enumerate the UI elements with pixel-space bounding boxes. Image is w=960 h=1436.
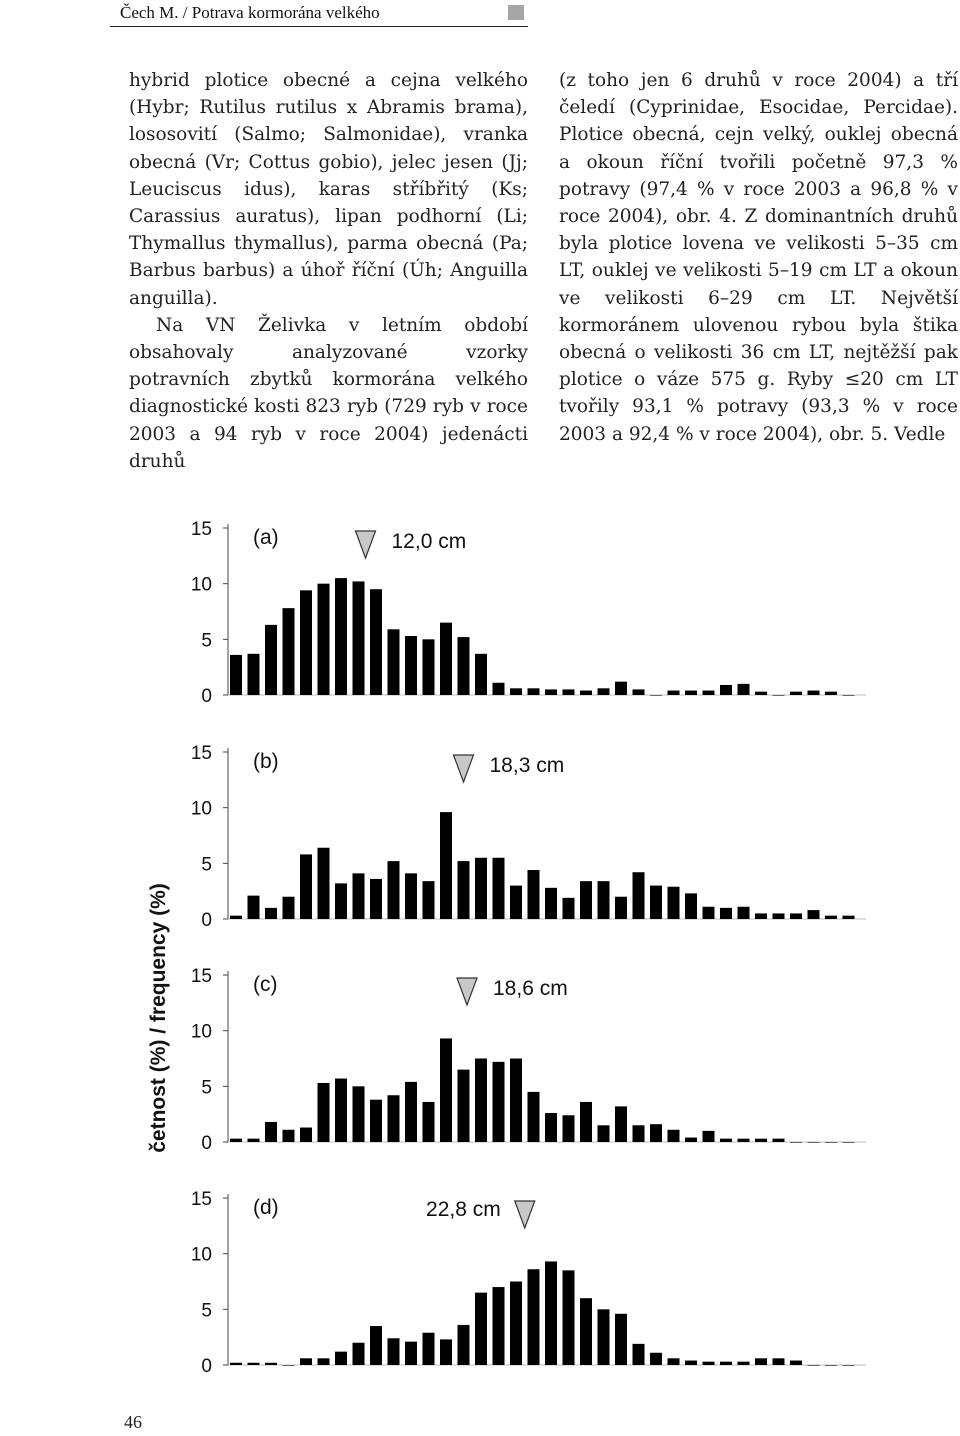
y-tick-label: 10 bbox=[190, 798, 212, 820]
histogram-bar bbox=[808, 1142, 820, 1143]
y-tick-label: 5 bbox=[201, 630, 212, 652]
panel-label: (b) bbox=[253, 750, 279, 773]
mean-length-marker bbox=[454, 755, 474, 782]
histogram-bar bbox=[283, 608, 295, 695]
y-tick-label: 5 bbox=[201, 1077, 212, 1099]
histogram-bar bbox=[318, 584, 330, 695]
histogram-bar bbox=[440, 812, 452, 919]
histogram-bar bbox=[790, 913, 802, 919]
mean-length-label: 18,3 cm bbox=[489, 754, 565, 777]
mean-length-label: 18,6 cm bbox=[493, 977, 568, 1000]
histogram-bar bbox=[668, 1358, 680, 1365]
frequency-histogram-chart bbox=[140, 508, 960, 1380]
histogram-bar bbox=[230, 1139, 242, 1142]
histogram-bar bbox=[528, 1092, 540, 1142]
histogram-bar bbox=[370, 879, 382, 919]
histogram-bar bbox=[545, 689, 557, 695]
histogram-bar bbox=[510, 1059, 522, 1143]
histogram-bar bbox=[440, 1339, 452, 1365]
histogram-bar bbox=[230, 655, 242, 695]
histogram-bar bbox=[423, 639, 435, 695]
histogram-bar bbox=[545, 888, 557, 919]
histogram-bar bbox=[423, 1333, 435, 1365]
histogram-bar bbox=[825, 1142, 837, 1143]
histogram-bar bbox=[738, 1139, 750, 1142]
histogram-bar bbox=[563, 898, 575, 919]
y-tick-label: 15 bbox=[190, 1189, 212, 1210]
histogram-bar bbox=[405, 1342, 417, 1365]
panel-label: (a) bbox=[253, 526, 279, 549]
body-paragraph: Na VN Želivka v letním období obsahovaly analyzované vzorky potravních zbytků kormorána velkého diagnostické kosti 823 ryb (729 ryb v roce 2003 a 94 ryb v roce 2004) jedenácti druhů bbox=[129, 314, 528, 472]
histogram-bar bbox=[493, 1287, 505, 1365]
histogram-bar bbox=[528, 688, 540, 695]
histogram-bar bbox=[598, 1309, 610, 1365]
histogram-bar bbox=[580, 881, 592, 919]
histogram-bar bbox=[615, 1106, 627, 1142]
histogram-bar bbox=[230, 916, 242, 919]
histogram-bar bbox=[283, 897, 295, 919]
body-text-right-column bbox=[559, 67, 958, 448]
histogram-bar bbox=[510, 886, 522, 919]
histogram-bar bbox=[720, 685, 732, 695]
histogram-bar bbox=[475, 858, 487, 919]
histogram-bar bbox=[230, 1363, 242, 1365]
histogram-bar bbox=[493, 1062, 505, 1142]
histogram-bar bbox=[790, 1142, 802, 1143]
histogram-bar bbox=[720, 1362, 732, 1365]
histogram-bar bbox=[755, 692, 767, 695]
histogram-bar bbox=[633, 689, 645, 695]
histogram-bar bbox=[388, 861, 400, 919]
histogram-bar bbox=[808, 691, 820, 695]
histogram-bar bbox=[843, 695, 855, 696]
y-tick-label: 15 bbox=[190, 519, 212, 540]
running-head-text: Čech M. / Potrava kormorána velkého bbox=[120, 3, 380, 22]
y-tick-label: 0 bbox=[201, 910, 212, 931]
histogram-bar bbox=[720, 1139, 732, 1142]
histogram-bar bbox=[318, 1083, 330, 1142]
histogram-bar bbox=[423, 1102, 435, 1142]
histogram-bar bbox=[510, 688, 522, 695]
histogram-bar bbox=[703, 1362, 715, 1365]
mean-length-marker bbox=[515, 1201, 535, 1228]
histogram-bar bbox=[528, 1269, 540, 1365]
histogram-bar bbox=[370, 589, 382, 695]
histogram-bar bbox=[265, 625, 277, 695]
y-tick-label: 0 bbox=[201, 1133, 212, 1154]
histogram-bar bbox=[580, 1298, 592, 1365]
y-tick-label: 0 bbox=[201, 1356, 212, 1377]
histogram-bar bbox=[563, 1115, 575, 1142]
histogram-bar bbox=[528, 870, 540, 919]
histogram-bar bbox=[248, 1139, 260, 1142]
page-number: 46 bbox=[124, 1412, 142, 1432]
histogram-bar bbox=[720, 908, 732, 919]
histogram-bar bbox=[475, 654, 487, 695]
histogram-bar bbox=[458, 637, 470, 695]
histogram-bar bbox=[475, 1059, 487, 1143]
y-axis-title: četnost (%) / frequency (%) bbox=[147, 883, 170, 1153]
histogram-bar bbox=[248, 896, 260, 919]
histogram-bar bbox=[843, 1365, 855, 1366]
panel-label: (c) bbox=[253, 973, 278, 996]
histogram-bar bbox=[738, 1362, 750, 1365]
histogram-bar bbox=[685, 893, 697, 919]
histogram-bar bbox=[615, 1314, 627, 1365]
histogram-bar bbox=[808, 910, 820, 919]
histogram-bar bbox=[650, 695, 662, 696]
mean-length-label: 12,0 cm bbox=[391, 530, 467, 553]
histogram-bar bbox=[248, 654, 260, 695]
histogram-bar bbox=[405, 1082, 417, 1142]
histogram-bar bbox=[598, 1125, 610, 1142]
histogram-bar bbox=[353, 1086, 365, 1142]
histogram-bar bbox=[283, 1130, 295, 1142]
panel-label: (d) bbox=[253, 1196, 279, 1219]
histogram-bar bbox=[773, 913, 785, 919]
histogram-bar bbox=[510, 1282, 522, 1366]
y-tick-label: 10 bbox=[190, 1021, 212, 1043]
body-paragraph: hybrid plotice obecné a cejna velkého (Hybr; Rutilus rutilus x Abramis brama), lososovití (Salmo; Salmonidae), vranka obecná (Vr; Cottus gobio), jelec jesen (Jj; Leuciscus idus), karas stříbřitý (Ks; Carassius auratus), lipan podhorní (Li; Thymallus thymallus), parma obecná (Pa; Barbus barbus) a úhoř říční (Úh; Anguilla anguilla). bbox=[129, 70, 528, 309]
histogram-bar bbox=[335, 1079, 347, 1142]
histogram-bar bbox=[388, 1338, 400, 1365]
histogram-bar bbox=[265, 908, 277, 919]
histogram-bar bbox=[755, 1139, 767, 1142]
running-head-marker bbox=[508, 5, 524, 20]
body-text-left-column bbox=[129, 67, 528, 475]
histogram-bar bbox=[318, 848, 330, 919]
histogram-bar bbox=[353, 581, 365, 695]
histogram-bar bbox=[808, 1365, 820, 1366]
histogram-bar bbox=[633, 1344, 645, 1365]
histogram-bar bbox=[458, 861, 470, 919]
histogram-bar bbox=[405, 636, 417, 695]
histogram-bar bbox=[265, 1122, 277, 1142]
y-tick-label: 10 bbox=[190, 574, 212, 596]
y-tick-label: 15 bbox=[190, 966, 212, 987]
y-tick-label: 5 bbox=[201, 854, 212, 876]
histogram-bar bbox=[563, 1270, 575, 1365]
histogram-bar bbox=[633, 872, 645, 919]
histogram-bar bbox=[598, 881, 610, 919]
histogram-bar bbox=[738, 684, 750, 695]
histogram-bar bbox=[248, 1363, 260, 1365]
histogram-bar bbox=[685, 691, 697, 695]
histogram-bar bbox=[353, 873, 365, 919]
histogram-bar bbox=[300, 1128, 312, 1142]
histogram-bar bbox=[773, 695, 785, 696]
frequency-histogram-figure bbox=[140, 508, 960, 1380]
histogram-bar bbox=[493, 683, 505, 695]
histogram-bar bbox=[458, 1325, 470, 1365]
histogram-bar bbox=[493, 858, 505, 919]
histogram-bar bbox=[598, 688, 610, 695]
histogram-bar bbox=[615, 682, 627, 695]
histogram-bar bbox=[283, 1365, 295, 1366]
y-tick-label: 15 bbox=[190, 743, 212, 764]
histogram-bar bbox=[580, 1102, 592, 1142]
mean-length-marker bbox=[356, 531, 376, 558]
histogram-bar bbox=[353, 1343, 365, 1365]
histogram-bar bbox=[335, 1352, 347, 1365]
histogram-bar bbox=[703, 1131, 715, 1142]
histogram-bar bbox=[300, 590, 312, 695]
histogram-bar bbox=[790, 692, 802, 695]
histogram-bar bbox=[545, 1261, 557, 1365]
histogram-bar bbox=[755, 913, 767, 919]
histogram-bar bbox=[615, 897, 627, 919]
y-tick-label: 0 bbox=[201, 686, 212, 707]
histogram-bar bbox=[440, 1038, 452, 1142]
histogram-bar bbox=[685, 1138, 697, 1142]
histogram-bar bbox=[335, 883, 347, 919]
histogram-bar bbox=[843, 1142, 855, 1143]
running-head bbox=[110, 0, 528, 27]
histogram-bar bbox=[370, 1100, 382, 1142]
histogram-bar bbox=[790, 1361, 802, 1365]
histogram-bar bbox=[370, 1326, 382, 1365]
histogram-bar bbox=[423, 881, 435, 919]
histogram-bar bbox=[458, 1070, 470, 1142]
histogram-bar bbox=[668, 691, 680, 695]
histogram-bar bbox=[650, 1353, 662, 1365]
y-tick-label: 5 bbox=[201, 1300, 212, 1322]
histogram-bar bbox=[475, 1293, 487, 1365]
histogram-bar bbox=[440, 623, 452, 695]
histogram-bar bbox=[633, 1125, 645, 1142]
histogram-bar bbox=[755, 1358, 767, 1365]
histogram-bar bbox=[843, 916, 855, 919]
histogram-bar bbox=[388, 629, 400, 695]
histogram-bar bbox=[405, 873, 417, 919]
histogram-bar bbox=[545, 1113, 557, 1142]
histogram-bar bbox=[388, 1095, 400, 1142]
mean-length-label: 22,8 cm bbox=[426, 1198, 501, 1221]
histogram-bar bbox=[773, 1358, 785, 1365]
histogram-bar bbox=[825, 692, 837, 695]
histogram-bar bbox=[703, 907, 715, 919]
histogram-bar bbox=[825, 1365, 837, 1366]
histogram-bar bbox=[300, 854, 312, 919]
histogram-bar bbox=[825, 916, 837, 919]
histogram-bar bbox=[685, 1361, 697, 1365]
histogram-bar bbox=[773, 1139, 785, 1142]
histogram-bar bbox=[650, 1124, 662, 1142]
histogram-bar bbox=[668, 887, 680, 919]
body-paragraph: (z toho jen 6 druhů v roce 2004) a tří čeledí (Cyprinidae, Esocidae, Percidae). Plotice obecná, cejn velký, ouklej obecná a okoun říční tvořili početně 97,3 % potravy (97,4 % v roce 2003 a 96,8 % v roce 2004), obr. 4. Z dominantních druhů byla plotice lovena ve velikosti 5–35 cm LT, ouklej ve velikosti 5–19 cm LT a okoun ve velikosti 6–29 cm LT. Největší kormoránem ulovenou rybou byla štika obecná o velikosti 36 cm LT, nejtěžší pak plotice o váze 575 g. Ryby ≤20 cm LT tvořily 93,1 % potravy (93,3 % v roce 2003 a 92,4 % v roce 2004), obr. 5. Vedle bbox=[559, 70, 958, 445]
histogram-bar bbox=[650, 886, 662, 919]
histogram-bar bbox=[668, 1130, 680, 1142]
histogram-bar bbox=[265, 1363, 277, 1365]
histogram-bar bbox=[738, 907, 750, 919]
histogram-bar bbox=[335, 578, 347, 695]
mean-length-marker bbox=[457, 978, 477, 1005]
histogram-bar bbox=[300, 1358, 312, 1365]
histogram-bar bbox=[563, 689, 575, 695]
histogram-bar bbox=[318, 1358, 330, 1365]
histogram-bar bbox=[703, 691, 715, 695]
histogram-bar bbox=[580, 691, 592, 695]
y-tick-label: 10 bbox=[190, 1244, 212, 1266]
